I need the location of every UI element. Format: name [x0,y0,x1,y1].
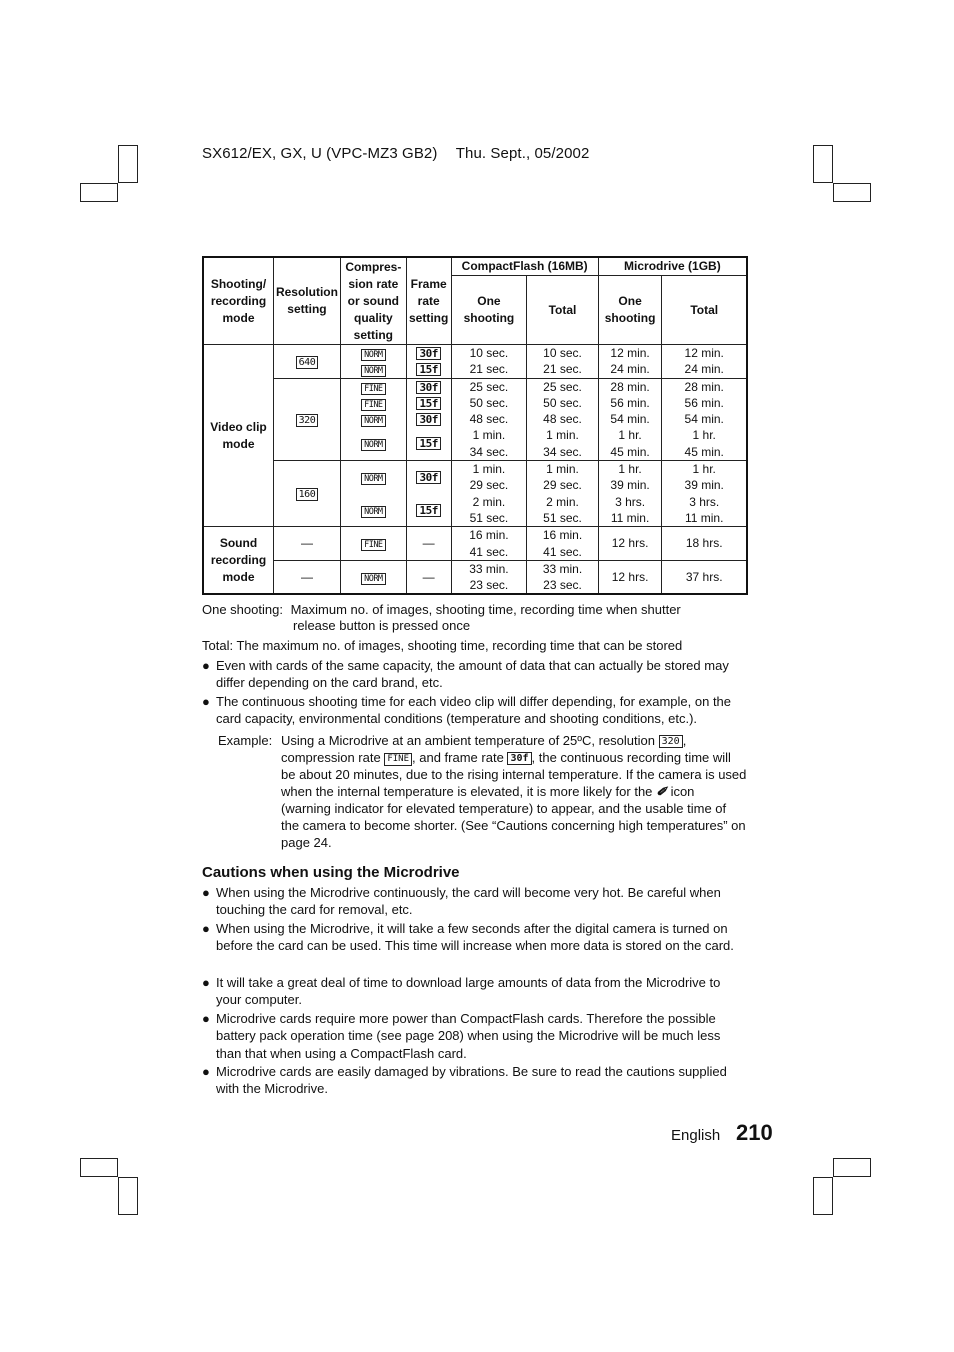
cell-value: 23 sec. [469,578,509,593]
resolution-320-icon: 320 [659,735,683,748]
footer-language: English [671,1127,721,1144]
table-row [203,345,747,379]
cell-value: 25 sec. [543,379,582,394]
cell-value: 50 sec. [469,395,509,410]
cell-value: 2 min. [546,494,579,509]
crop-mark [118,145,138,183]
recording-time-table [202,256,748,595]
list-item [202,657,747,692]
cell-value: 51 sec. [469,510,509,525]
cell-value: 33 min. [542,561,583,576]
bullet-icon: ● [202,658,210,673]
cell-value: 3 hrs. [615,494,646,509]
cell-value: 48 sec. [469,412,509,427]
thermometer-icon: ✐ [656,784,667,799]
resolution-320-icon: 320 [296,414,319,427]
list-item [202,884,747,919]
cell-value: 11 min. [610,510,650,525]
cell-value: 1 min. [546,462,579,477]
section-heading: Cautions when using the Microdrive [202,864,460,881]
video-clip-mode-cell: Video clip mode [203,345,274,527]
note-one-shooting [202,601,681,618]
note-text: Maximum no. of images, shooting time, recording time when shutter [290,602,681,617]
resolution-640-icon: 640 [296,356,319,369]
norm-quality-icon: NORM [361,439,385,451]
frame-15f-icon: 15f [416,363,440,376]
cell-value: 12 hrs. [598,560,662,594]
bullet-icon: ● [202,1064,210,1079]
cell-value: 1 min. [472,428,506,443]
cell-value: 1 hr. [618,462,642,477]
list-item-text: When using the Microdrive, it will take a few seconds after the digital camera is turned on before the card can be used. This time will increase when more data is stored on the card. [216,921,734,954]
cell-value: 41 sec. [469,544,509,559]
cell-value: 51 sec. [543,510,582,525]
cell-value: 34 sec. [543,444,582,459]
list-item [202,974,747,1009]
bullet-icon: ● [202,921,210,936]
cell-value: 39 min. [684,478,724,493]
cell-value: 24 min. [610,362,650,377]
page-number: 210 [736,1120,773,1145]
crop-mark [118,1177,138,1215]
cell-value: 37 hrs. [662,560,747,594]
cell-value: 1 hr. [692,462,716,477]
list-item-text: Even with cards of the same capacity, the amount of data that can actually be stored may differ depending on the card brand, etc. [216,658,729,691]
norm-quality-icon: NORM [361,473,385,485]
cell-value: 24 min. [684,362,724,377]
header-md-total: Total [662,276,747,345]
note-total: Total: The maximum no. of images, shooting time, recording time that can be stored [202,638,683,653]
cell-value: 11 min. [684,510,724,525]
table-row [203,527,747,561]
frame-30f-icon: 30f [416,471,440,484]
bullet-icon: ● [202,1011,210,1026]
sound-recording-mode-cell: Sound recording mode [203,527,274,595]
frame-30f-icon: 30f [416,381,440,394]
crop-mark [80,1158,118,1177]
bullet-icon: ● [202,975,210,990]
cell-dash: — [406,527,451,561]
cell-value: 28 min. [610,379,650,394]
cell-value: 2 min. [472,494,506,509]
header-mode: Shooting/ recording mode [203,257,274,345]
fine-quality-icon: FINE [384,753,412,766]
cell-value: 10 sec. [469,346,509,360]
crop-mark [813,1177,833,1215]
norm-quality-icon: NORM [361,506,385,518]
list-item-text: It will take a great deal of time to download large amounts of data from the Microdrive to your computer. [216,975,721,1008]
table-row [203,461,747,527]
cell-value: 18 hrs. [662,527,747,561]
cell-value: 45 min. [610,444,650,459]
header-microdrive: Microdrive (1GB) [598,257,747,276]
cell-value: 56 min. [610,395,650,410]
list-item-text: Microdrive cards require more power than CompactFlash cards. Therefore the possible battery pack operation time (see page 208) when using the Microdrive will be much less than that when using a CompactFlash card. [216,1011,721,1061]
header-cf-total: Total [527,276,599,345]
cell-value: 34 sec. [469,444,509,459]
cell-value: 1 hr. [618,428,642,443]
list-item [202,693,747,728]
cell-value: 29 sec. [543,478,582,493]
bullet-icon: ● [202,885,210,900]
example-text-b: compression rate [281,750,381,765]
list-item [202,920,747,955]
cell-value: 54 min. [684,412,724,427]
cell-value: 1 min. [472,462,506,477]
example-text-a: Using a Microdrive at an ambient temperature of 25ºC, resolution [281,733,655,748]
header-frame-rate: Frame rate setting [406,257,451,345]
frame-15f-icon: 15f [416,437,440,450]
header-compression: Compres- sion rate or sound quality setting [340,257,406,345]
resolution-160-icon: 160 [296,488,319,501]
cell-value: 33 min. [469,561,509,576]
cell-value: 16 min. [469,528,509,543]
cell-value: 12 min. [684,346,724,360]
example-text-c: , and frame rate [412,750,504,765]
cell-value: 21 sec. [469,362,509,377]
cell-value: 21 sec. [543,362,582,377]
norm-quality-icon: NORM [361,349,385,361]
frame-30f-icon: 30f [507,752,531,765]
table-row [203,378,747,460]
cell-value: 3 hrs. [689,494,720,509]
document-header [202,145,589,162]
frame-15f-icon: 15f [416,504,440,517]
crop-mark [80,183,118,202]
cell-value: 25 sec. [469,379,509,394]
cell-value: 12 min. [610,346,650,360]
cell-dash: — [274,527,341,561]
cell-value: 29 sec. [469,478,509,493]
note-label: One shooting: [202,602,283,617]
list-item [202,1010,747,1062]
cell-value: 48 sec. [543,412,582,427]
cell-value: 28 min. [684,379,724,394]
cell-value: 45 min. [684,444,724,459]
crop-mark [833,183,871,202]
cell-value: 23 sec. [543,578,582,593]
header-md-one: One shooting [598,276,662,345]
header-compactflash: CompactFlash (16MB) [451,257,598,276]
list-item-text: When using the Microdrive continuously, the card will become very hot. Be careful when touching the card for removal, etc. [216,885,721,918]
date-text: Thu. Sept., 05/2002 [455,145,590,162]
list-item [202,1063,747,1098]
header-cf-one: One shooting [451,276,527,345]
cell-value: 1 min. [546,428,579,443]
frame-15f-icon: 15f [416,397,440,410]
fine-quality-icon: FINE [361,383,385,395]
list-item-text: Microdrive cards are easily damaged by vibrations. Be sure to read the cautions supplied with the Microdrive. [216,1064,727,1097]
example-text-d: , the continuous recording time will be about 20 minutes, due to the rising internal temperature. If the camera is used when the internal temperature is elevated, it is more likely for the [281,750,747,799]
table-row [203,560,747,594]
cell-dash: — [406,560,451,594]
list-item-text: The continuous shooting time for each video clip will differ depending, for example, on the card capacity, environmental conditions (temperature and shooting conditions, etc.). [216,694,732,727]
cell-dash: — [274,560,341,594]
frame-30f-icon: 30f [416,413,440,426]
cell-value: 1 hr. [692,428,716,443]
header-resolution: Resolution setting [274,257,341,345]
model-text: SX612/EX, GX, U (VPC-MZ3 GB2) [202,145,438,162]
fine-quality-icon: FINE [361,539,385,551]
cell-value: 41 sec. [543,544,582,559]
norm-quality-icon: NORM [361,365,385,377]
cell-value: 12 hrs. [598,527,662,561]
cell-value: 10 sec. [543,346,582,360]
cell-value: 16 min. [542,528,583,543]
cell-value: 50 sec. [543,395,582,410]
note-one-shooting-cont: release button is pressed once [293,618,471,633]
cell-value: 39 min. [610,478,650,493]
example-label: Example: [218,733,273,748]
frame-30f-icon: 30f [416,347,440,360]
crop-mark [833,1158,871,1177]
crop-mark [813,145,833,183]
example-text-e: icon (warning indicator for elevated temperature) to appear, and the usable time of the camera to become shorter. (See “Cautions concerning high temperatures” on page 24. [281,784,746,850]
fine-quality-icon: FINE [361,399,385,411]
cell-value: 54 min. [610,412,650,427]
bullet-icon: ● [202,694,210,709]
norm-quality-icon: NORM [361,415,385,427]
norm-quality-icon: NORM [361,573,385,585]
cell-value: 56 min. [684,395,724,410]
example-text: Using a Microdrive at an ambient temperature of 25ºC, resolution 320 , compression rate FINE , and frame rate 30f , the continuous recording time will be about 20 minutes, due to the rising internal temperature. If the camera is used when the internal temperature is elevated, it is more likely for the ✐ icon (warning indicator for elevated temperature) to appear, and the usable time of the camera to become shorter. (See “Cautions concerning high temperatures” on page 24. [281,733,747,850]
